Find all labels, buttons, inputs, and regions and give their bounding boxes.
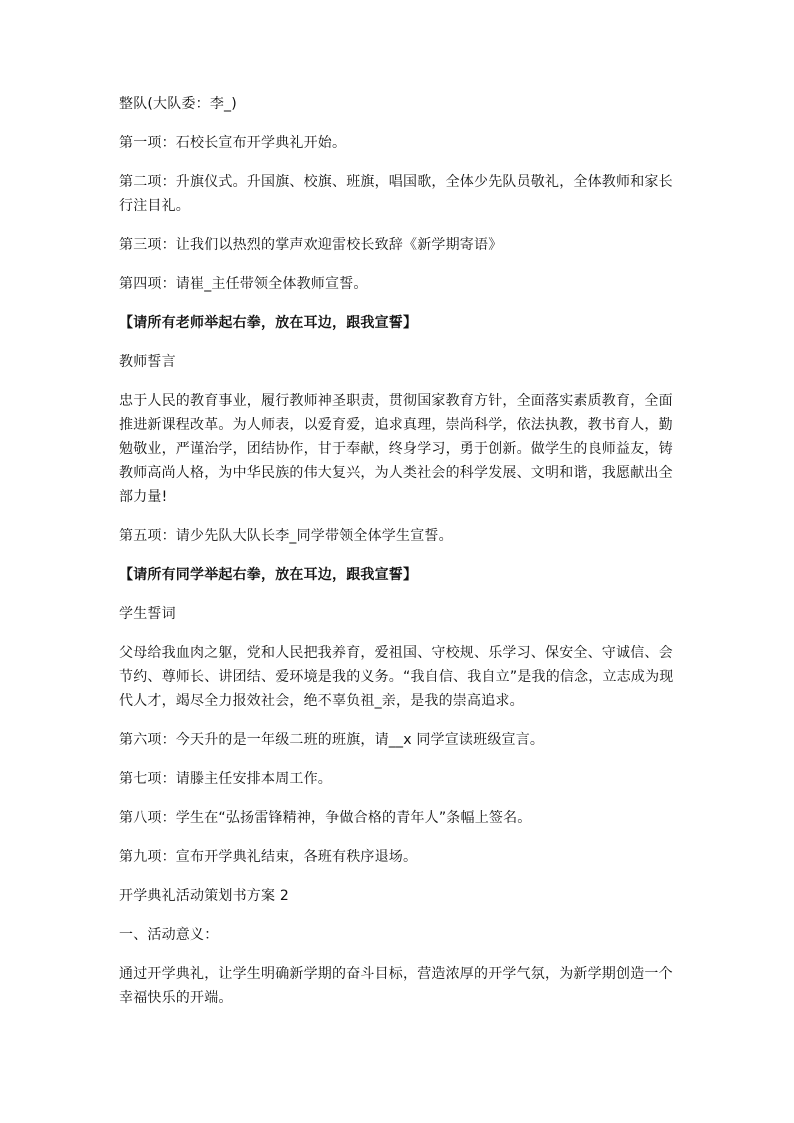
paragraph-student-oath-heading: 学生誓词 bbox=[119, 606, 176, 622]
section-title-plan-2: 开学典礼活动策划书方案 2 bbox=[119, 888, 289, 904]
paragraph-item-1: 第一项：石校长宣布开学典礼开始。 bbox=[119, 135, 347, 151]
paragraph-item-2: 第二项：升旗仪式。升国旗、校旗、班旗，唱国歌，全体少先队员敬礼，全体教师和家长行注目礼。 bbox=[119, 174, 673, 214]
paragraph-item-4: 第四项：请崔_主任带领全体教师宣誓。 bbox=[119, 276, 368, 292]
paragraph-student-oath-instruction: 【请所有同学举起右拳，放在耳边，跟我宣誓】 bbox=[119, 567, 418, 583]
paragraph-teacher-oath-text: 忠于人民的教育事业，履行教师神圣职责，贯彻国家教育方针，全面落实素质教育，全面推进新课程改革。为人师表，以爱育爱，追求真理，崇尚科学，依法执教，教书育人，勤勉敬业，严谨治学，团结协作，甘于奉献，终身学习，勇于创新。做学生的良师益友，铸教师高尚人格，为中华民族的伟大复兴，为人类社会的科学发展、文明和谐，我愿献出全部力量! bbox=[119, 393, 673, 505]
paragraph-item-8: 第八项：学生在“弘扬雷锋精神，争做合格的青年人”条幅上签名。 bbox=[119, 810, 532, 826]
section-heading-activity-meaning: 一、活动意义： bbox=[119, 927, 219, 943]
paragraph-team-assembly: 整队(大队委：李_) bbox=[119, 96, 237, 112]
paragraph-activity-meaning-text: 通过开学典礼，让学生明确新学期的奋斗目标，营造浓厚的开学气氛，为新学期创造一个幸福快乐的开端。 bbox=[119, 966, 673, 1006]
document-page bbox=[119, 92, 679, 1010]
paragraph-item-9: 第九项：宣布开学典礼结束，各班有秩序退场。 bbox=[119, 849, 418, 865]
paragraph-item-6: 第六项：今天升的是一年级二班的班旗，请__x 同学宣读班级宣言。 bbox=[119, 732, 545, 748]
paragraph-item-5: 第五项：请少先队大队长李_同学带领全体学生宣誓。 bbox=[119, 528, 453, 544]
paragraph-teacher-oath-instruction: 【请所有老师举起右拳，放在耳边，跟我宣誓】 bbox=[119, 315, 418, 331]
paragraph-item-7: 第七项：请滕主任安排本周工作。 bbox=[119, 771, 332, 787]
paragraph-item-3: 第三项：让我们以热烈的掌声欢迎雷校长致辞《新学期寄语》 bbox=[119, 237, 503, 253]
paragraph-student-oath-text: 父母给我血肉之躯，党和人民把我养育，爱祖国、守校规、乐学习、保安全、守诚信、会节约、尊师长、讲团结、爱环境是我的义务。“我自信、我自立”是我的信念，立志成为现代人才，竭尽全力报效社会，绝不辜负祖_亲，是我的崇高追求。 bbox=[119, 645, 674, 709]
paragraph-teacher-oath-heading: 教师誓言 bbox=[119, 354, 176, 370]
